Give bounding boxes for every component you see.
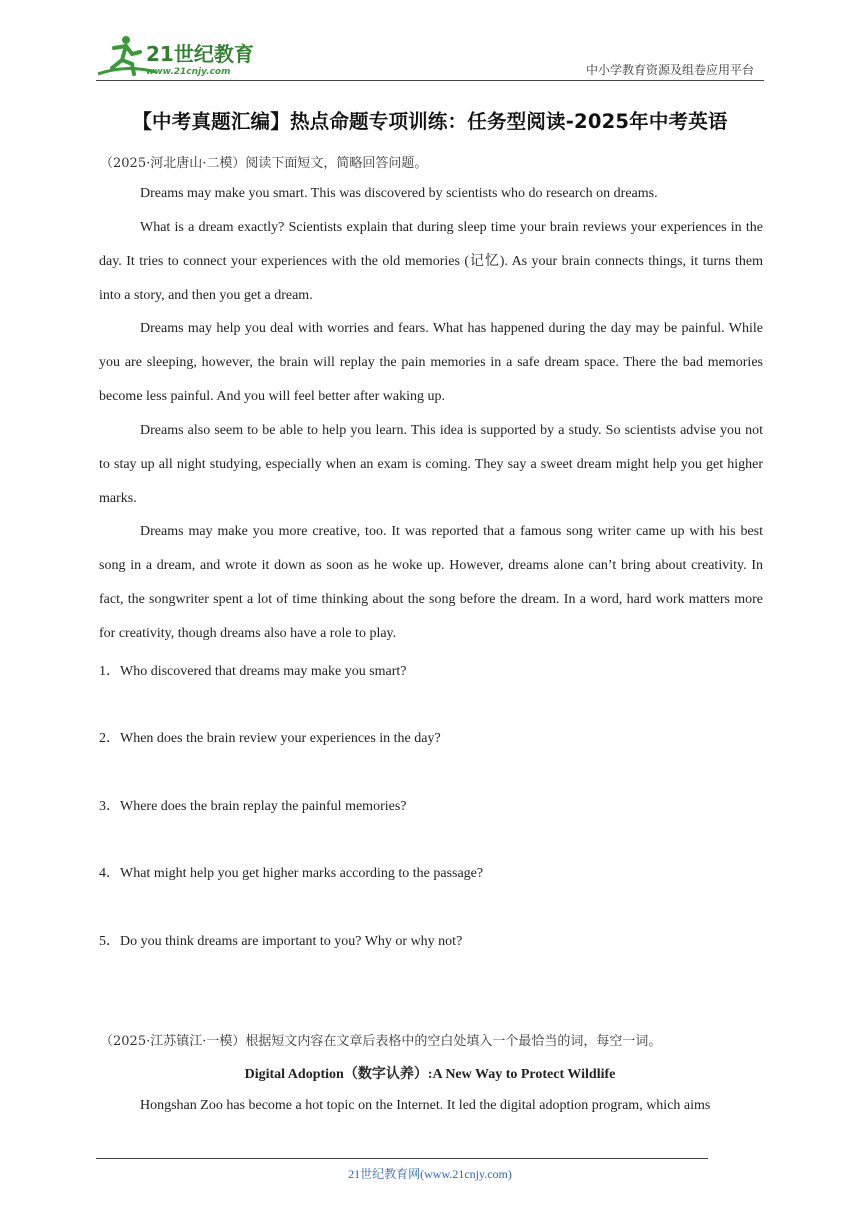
passage-paragraph-1: Dreams may make you smart. This was discovered by scientists who do research on dreams.	[140, 186, 658, 201]
footer-link[interactable]: 21世纪教育网(www.21cnjy.com)	[348, 1167, 512, 1181]
question-4: 4．What might help you get higher marks according to the passage?	[99, 866, 484, 881]
passage2-paragraph-1: Hongshan Zoo has become a hot topic on the Internet. It led the digital adoption program, which aims	[140, 1098, 711, 1113]
question-1: 1．Who discovered that dreams may make you smart?	[99, 664, 407, 679]
passage-paragraph-3: Dreams may help you deal with worries and fears. What has happened during the day may be painful. While you are sleeping, however, the brain will replay the pain memories in a safe dream space. There the bad memories become less painful. And you will feel better after waking up.	[99, 321, 763, 404]
header-platform-text: 中小学教育资源及组卷应用平台	[585, 63, 754, 77]
passage-paragraph-4: Dreams also seem to be able to help you learn. This idea is supported by a study. So scientists advise you not to stay up all night studying, especially when an exam is coming. They say a sweet dream might help you get higher marks.	[99, 423, 763, 506]
question-3: 3．Where does the brain replay the painful memories?	[99, 799, 407, 814]
section2-intro: （2025·江苏镇江·一模）根据短文内容在文章后表格中的空白处填入一个最恰当的词，每空一词。	[100, 1034, 662, 1049]
svg-text:21世纪教育: 21世纪教育	[146, 42, 254, 66]
question-2: 2．When does the brain review your experiences in the day?	[99, 731, 441, 746]
header-divider	[96, 80, 764, 81]
question-5: 5．Do you think dreams are important to you? Why or why not?	[99, 934, 463, 949]
runner-logo-icon	[96, 34, 266, 78]
passage-paragraph-2: What is a dream exactly? Scientists explain that during sleep time your brain reviews your experiences in the day. It tries to connect your experiences with the old memories (记忆). As your brain connects things, it turns them into a story, and then you get a dream.	[99, 220, 763, 303]
svg-text:www.21cnjy.com: www.21cnjy.com	[146, 67, 231, 77]
passage-paragraph-5: Dreams may make you more creative, too. It was reported that a famous song writer came up with his best song in a dream, and wrote it down as soon as he woke up. However, dreams alone can’t bring about creativity. In fact, the songwriter spent a lot of time thinking about the song before the dream. In a word, hard work matters more for creativity, though dreams also have a role to play.	[99, 524, 763, 641]
page-title: 【中考真题汇编】热点命题专项训练：任务型阅读-2025年中考英语	[132, 110, 728, 133]
site-logo	[96, 34, 266, 78]
footer-divider	[96, 1158, 708, 1159]
passage-subtitle: Digital Adoption（数字认养）:A New Way to Protect Wildlife	[244, 1067, 616, 1082]
section1-intro: （2025·河北唐山·二模）阅读下面短文，简略回答问题。	[100, 156, 428, 171]
